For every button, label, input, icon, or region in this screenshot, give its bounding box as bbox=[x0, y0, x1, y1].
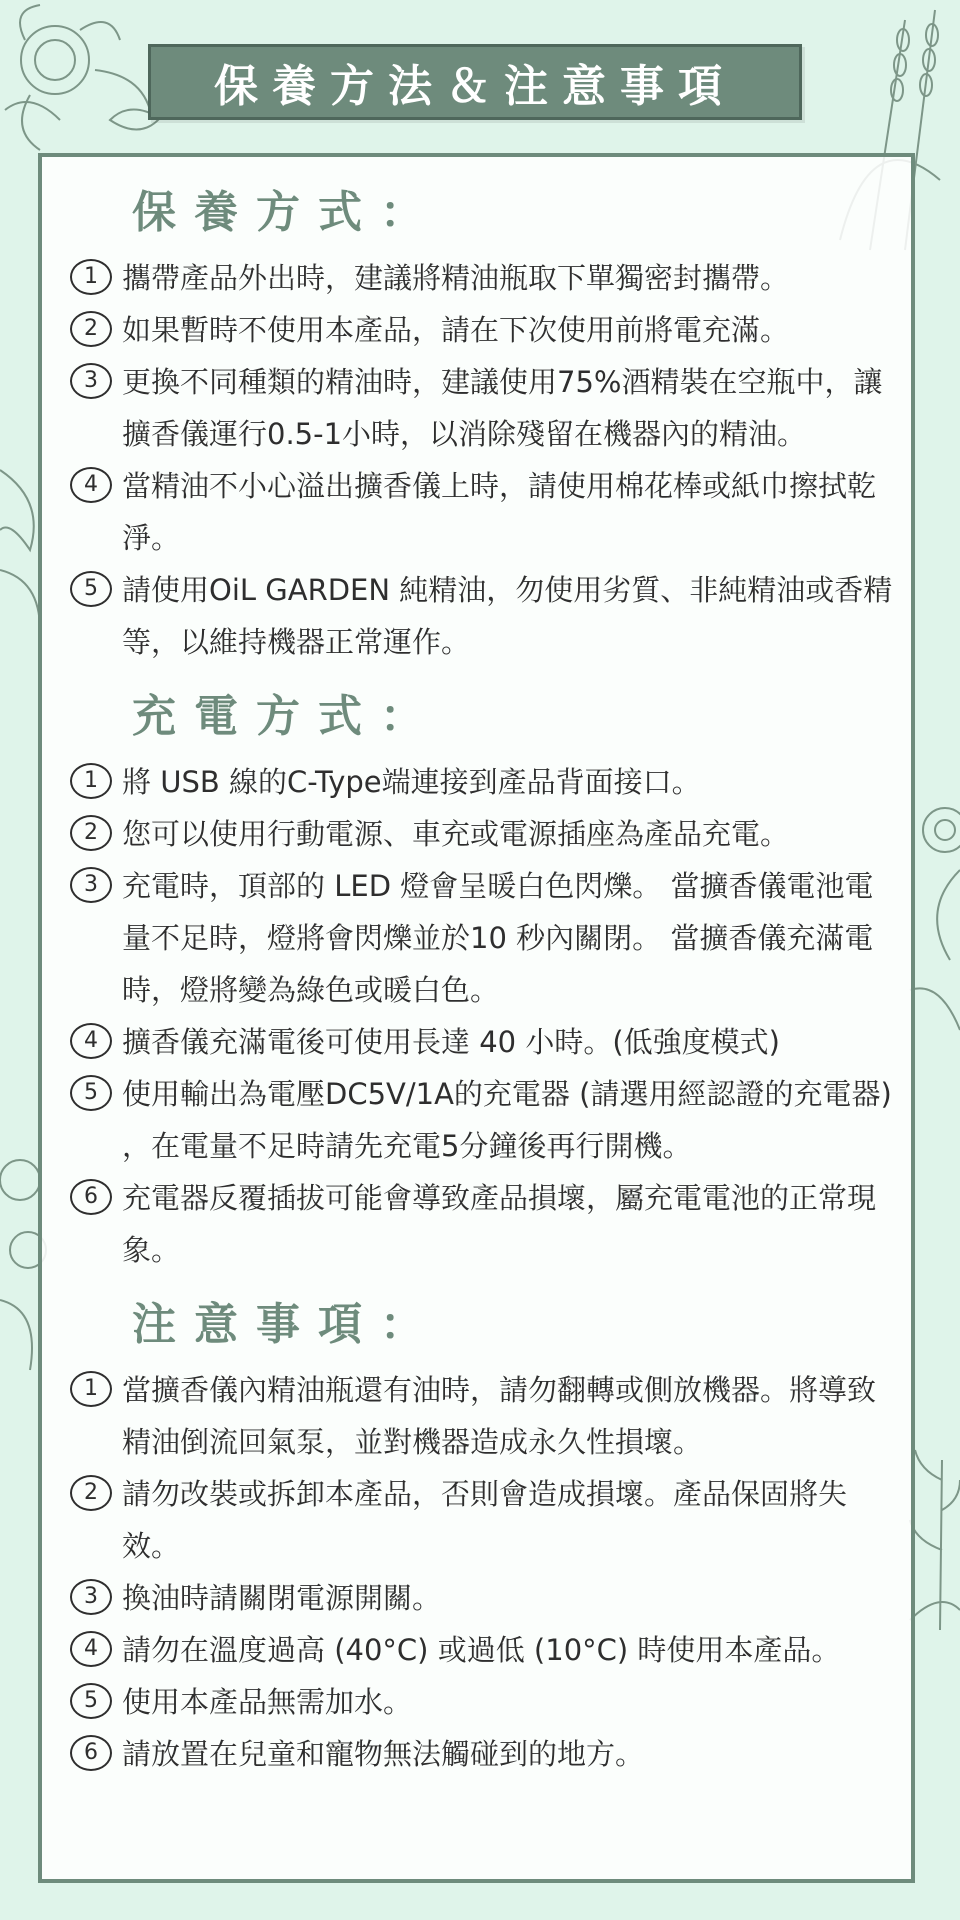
number-badge: 6 bbox=[70, 1179, 112, 1215]
list-item-text: 更換不同種類的精油時，建議使用75%酒精裝在空瓶中，讓擴香儀運行0.5-1小時，以消除殘留在機器內的精油。 bbox=[122, 365, 883, 451]
charging-method-list bbox=[70, 756, 893, 1276]
list-item-text: 當精油不小心溢出擴香儀上時，請使用棉花棒或紙巾擦拭乾淨。 bbox=[122, 469, 877, 555]
number-badge: 4 bbox=[70, 467, 112, 503]
list-item bbox=[70, 460, 893, 564]
charging-method-section bbox=[70, 690, 893, 1276]
number-badge: 2 bbox=[70, 815, 112, 851]
list-item-text: 請勿在溫度過高 (40°C) 或過低 (10°C) 時使用本產品。 bbox=[122, 1633, 841, 1667]
number-badge: 1 bbox=[70, 259, 112, 295]
list-item bbox=[70, 808, 893, 860]
list-item-text: 使用輸出為電壓DC5V/1A的充電器 (請選用經認證的充電器) ，在電量不足時請先充電5分鐘後再行開機。 bbox=[122, 1077, 892, 1163]
list-item-text: 使用本產品無需加水。 bbox=[122, 1685, 413, 1719]
care-method-section bbox=[70, 186, 893, 668]
content-card bbox=[38, 153, 915, 1883]
care-method-list bbox=[70, 252, 893, 668]
list-item-text: 請使用OiL GARDEN 純精油，勿使用劣質、非純精油或香精等，以維持機器正常運作。 bbox=[122, 573, 893, 659]
list-item bbox=[70, 1068, 893, 1172]
section-heading: 注意事項： bbox=[132, 1299, 442, 1350]
section-heading: 保養方式： bbox=[132, 187, 442, 238]
page-title: 保養方法＆注意事項 bbox=[148, 44, 802, 120]
list-item bbox=[70, 1728, 893, 1780]
list-item bbox=[70, 1364, 893, 1468]
list-item-text: 充電器反覆插拔可能會導致產品損壞，屬充電電池的正常現象。 bbox=[122, 1181, 877, 1267]
list-item bbox=[70, 1676, 893, 1728]
list-item bbox=[70, 860, 893, 1016]
list-item-text: 您可以使用行動電源、車充或電源插座為產品充電。 bbox=[122, 817, 790, 851]
number-badge: 1 bbox=[70, 1371, 112, 1407]
list-item bbox=[70, 304, 893, 356]
number-badge: 3 bbox=[70, 363, 112, 399]
list-item-text: 充電時，頂部的 LED 燈會呈暖白色閃爍。 當擴香儀電池電量不足時，燈將會閃爍並於10 秒內關閉。 當擴香儀充滿電時，燈將變為綠色或暖白色。 bbox=[122, 869, 874, 1007]
list-item bbox=[70, 356, 893, 460]
list-item bbox=[70, 1468, 893, 1572]
precautions-section bbox=[70, 1298, 893, 1780]
list-item bbox=[70, 1172, 893, 1276]
list-item-text: 擴香儀充滿電後可使用長達 40 小時。(低強度模式) bbox=[122, 1025, 780, 1059]
list-item bbox=[70, 564, 893, 668]
list-item bbox=[70, 756, 893, 808]
list-item-text: 換油時請關閉電源開關。 bbox=[122, 1581, 442, 1615]
list-item bbox=[70, 1572, 893, 1624]
number-badge: 2 bbox=[70, 311, 112, 347]
number-badge: 5 bbox=[70, 1683, 112, 1719]
list-item bbox=[70, 252, 893, 304]
list-item bbox=[70, 1624, 893, 1676]
number-badge: 6 bbox=[70, 1735, 112, 1771]
number-badge: 1 bbox=[70, 763, 112, 799]
number-badge: 3 bbox=[70, 1579, 112, 1615]
number-badge: 3 bbox=[70, 867, 112, 903]
number-badge: 4 bbox=[70, 1023, 112, 1059]
list-item-text: 攜帶產品外出時，建議將精油瓶取下單獨密封攜帶。 bbox=[122, 261, 790, 295]
section-heading: 充電方式： bbox=[132, 691, 442, 742]
list-item-text: 如果暫時不使用本產品，請在下次使用前將電充滿。 bbox=[122, 313, 790, 347]
list-item-text: 請放置在兒童和寵物無法觸碰到的地方。 bbox=[122, 1737, 645, 1771]
precautions-list bbox=[70, 1364, 893, 1780]
list-item-text: 當擴香儀內精油瓶還有油時，請勿翻轉或側放機器。將導致精油倒流回氣泵，並對機器造成永久性損壞。 bbox=[122, 1373, 877, 1459]
number-badge: 4 bbox=[70, 1631, 112, 1667]
number-badge: 2 bbox=[70, 1475, 112, 1511]
list-item bbox=[70, 1016, 893, 1068]
list-item-text: 請勿改裝或拆卸本產品，否則會造成損壞。產品保固將失效。 bbox=[122, 1477, 848, 1563]
list-item-text: 將 USB 線的C-Type端連接到產品背面接口。 bbox=[122, 765, 701, 799]
number-badge: 5 bbox=[70, 1075, 112, 1111]
number-badge: 5 bbox=[70, 571, 112, 607]
